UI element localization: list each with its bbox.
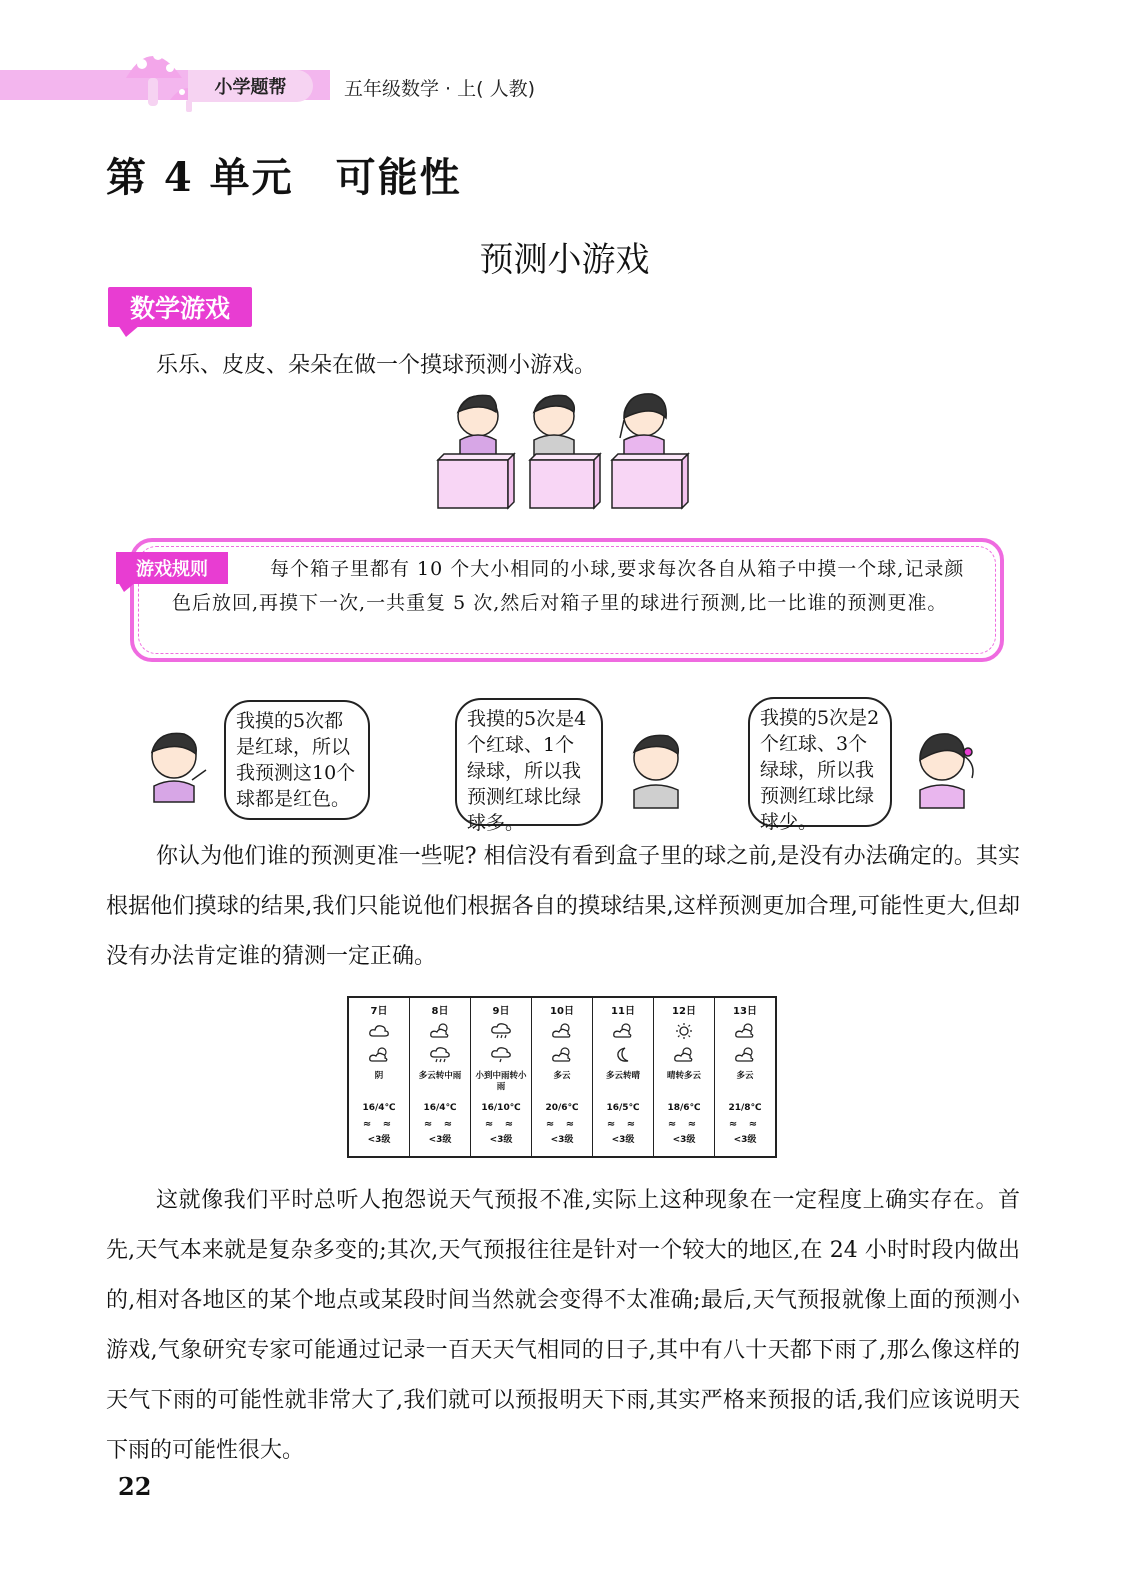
wind-direction: ≈ ≈ <box>423 1119 457 1130</box>
brand-label: 小学题帮 <box>188 70 313 102</box>
weather-day-col <box>715 998 775 1156</box>
wind-direction: ≈ ≈ <box>606 1119 640 1130</box>
cloud-sun-icon <box>429 1021 451 1041</box>
wind-level: <3级 <box>367 1135 391 1145</box>
speech-bubble-duoduo: 我摸的5次是2个红球、3个绿球，所以我预测红球比绿球少。 <box>748 697 892 827</box>
weather-desc: 多云 <box>553 1071 571 1081</box>
cloud-sun-icon <box>551 1021 573 1041</box>
cloud-sun-icon <box>551 1045 573 1065</box>
wind-level: <3级 <box>428 1135 452 1145</box>
weather-day-col <box>471 998 532 1156</box>
rules-text: 每个箱子里都有 10 个大小相同的小球,要求每次各自从箱子中摸一个球,记录颜色后放回,再摸下一次,一共重复 5 次,然后对箱子里的球进行预测,比一比谁的预测更准。 <box>172 558 965 614</box>
rules-tag-pointer <box>118 582 136 594</box>
cloud-sun-icon <box>368 1045 390 1065</box>
wind-level: <3级 <box>672 1135 696 1145</box>
weather-desc: 阴 <box>374 1071 384 1081</box>
cloud-rain-icon <box>490 1045 512 1065</box>
weather-desc: 晴转多云 <box>666 1071 701 1081</box>
weather-day: 9日 <box>492 1006 510 1017</box>
weather-day: 11日 <box>611 1006 635 1017</box>
weather-temp: 16/4℃ <box>362 1103 396 1113</box>
cloud-rain-icon <box>490 1021 512 1041</box>
wind-direction: ≈ ≈ <box>667 1119 701 1130</box>
sun-icon <box>673 1021 695 1041</box>
wind-direction: ≈ ≈ <box>362 1119 396 1130</box>
wind-level: <3级 <box>733 1135 757 1145</box>
paragraph-2: 这就像我们平时总听人抱怨说天气预报不准,实际上这种现象在一定程度上确实存在。首先,天气本来就是复杂多变的;其次,天气预报往往是针对一个较大的地区,在 24 小时时段内做出的,相对各地区的某个地点或某段时间当然就会变得不太准确;最后,天气预报就像上面的预测小游戏,气象研究专家可能通过记录一百天天气相同的日子,其中有八十天都下雨了,那么像这样的天气下雨的可能性就非常大了,我们就可以预报明天下雨,其实严格来预报的话,我们应该说明天下雨的可能性很大。 <box>106 1188 1020 1463</box>
weather-desc: 多云转中雨 <box>418 1071 462 1081</box>
weather-day-col <box>532 998 593 1156</box>
weather-day: 13日 <box>733 1006 757 1017</box>
kids-boxes-illustration <box>430 388 700 512</box>
wind-level: <3级 <box>550 1135 574 1145</box>
cloud-icon <box>368 1021 390 1041</box>
intro-text: 乐乐、皮皮、朵朵在做一个摸球预测小游戏。 <box>156 353 597 378</box>
tag-pointer <box>118 325 140 339</box>
weather-temp: 16/5℃ <box>606 1103 640 1113</box>
weather-day-col <box>593 998 654 1156</box>
weather-day: 8日 <box>431 1006 449 1017</box>
wind-level: <3级 <box>489 1135 513 1145</box>
book-title: 五年级数学 · 上( 人教) <box>344 78 535 100</box>
weather-desc: 多云转晴 <box>605 1071 640 1081</box>
weather-day: 10日 <box>550 1006 574 1017</box>
wind-direction: ≈ ≈ <box>545 1119 579 1130</box>
wind-direction: ≈ ≈ <box>728 1119 762 1130</box>
math-game-tag: 数学游戏 <box>108 287 252 327</box>
weather-temp: 18/6℃ <box>667 1103 701 1113</box>
weather-day: 7日 <box>370 1006 388 1017</box>
weather-temp: 16/10℃ <box>481 1103 521 1113</box>
rules-tag: 游戏规则 <box>116 552 228 584</box>
weather-temp: 20/6℃ <box>545 1103 579 1113</box>
cloud-sun-icon <box>612 1021 634 1041</box>
page-number: 22 <box>118 1472 152 1501</box>
cloud-rain-icon <box>429 1045 451 1065</box>
weather-table <box>347 996 777 1158</box>
weather-temp: 21/8℃ <box>728 1103 762 1113</box>
moon-icon <box>612 1045 634 1065</box>
weather-temp: 16/4℃ <box>423 1103 457 1113</box>
boy-pipi-illustration <box>620 728 692 810</box>
cloud-sun-icon <box>734 1045 756 1065</box>
cloud-sun-icon <box>734 1021 756 1041</box>
unit-title: 第 4 单元 可能性 <box>106 154 462 201</box>
wind-level: <3级 <box>611 1135 635 1145</box>
speech-bubble-pipi: 我摸的5次是4个红球、1个绿球，所以我预测红球比绿球多。 <box>455 698 603 826</box>
speech-bubble-lele: 我摸的5次都是红球，所以我预测这10个球都是红色。 <box>224 700 370 820</box>
weather-day-col <box>349 998 410 1156</box>
section-title: 预测小游戏 <box>479 240 650 280</box>
weather-day: 12日 <box>672 1006 696 1017</box>
girl-duoduo-illustration <box>906 728 986 810</box>
paragraph-1: 你认为他们谁的预测更准一些呢? 相信没有看到盒子里的球之前,是没有办法确定的。其实根据他们摸球的结果,我们只能说他们根据各自的摸球结果,这样预测更加合理,可能性更大,但却没有办法肯定谁的猜测一定正确。 <box>106 844 1020 969</box>
weather-day-col <box>654 998 715 1156</box>
weather-day-col <box>410 998 471 1156</box>
wind-direction: ≈ ≈ <box>484 1119 518 1130</box>
weather-desc: 小到中雨转小雨 <box>475 1071 527 1092</box>
weather-desc: 多云 <box>736 1071 754 1081</box>
boy-lele-illustration <box>142 726 212 804</box>
cloud-sun-icon <box>673 1045 695 1065</box>
